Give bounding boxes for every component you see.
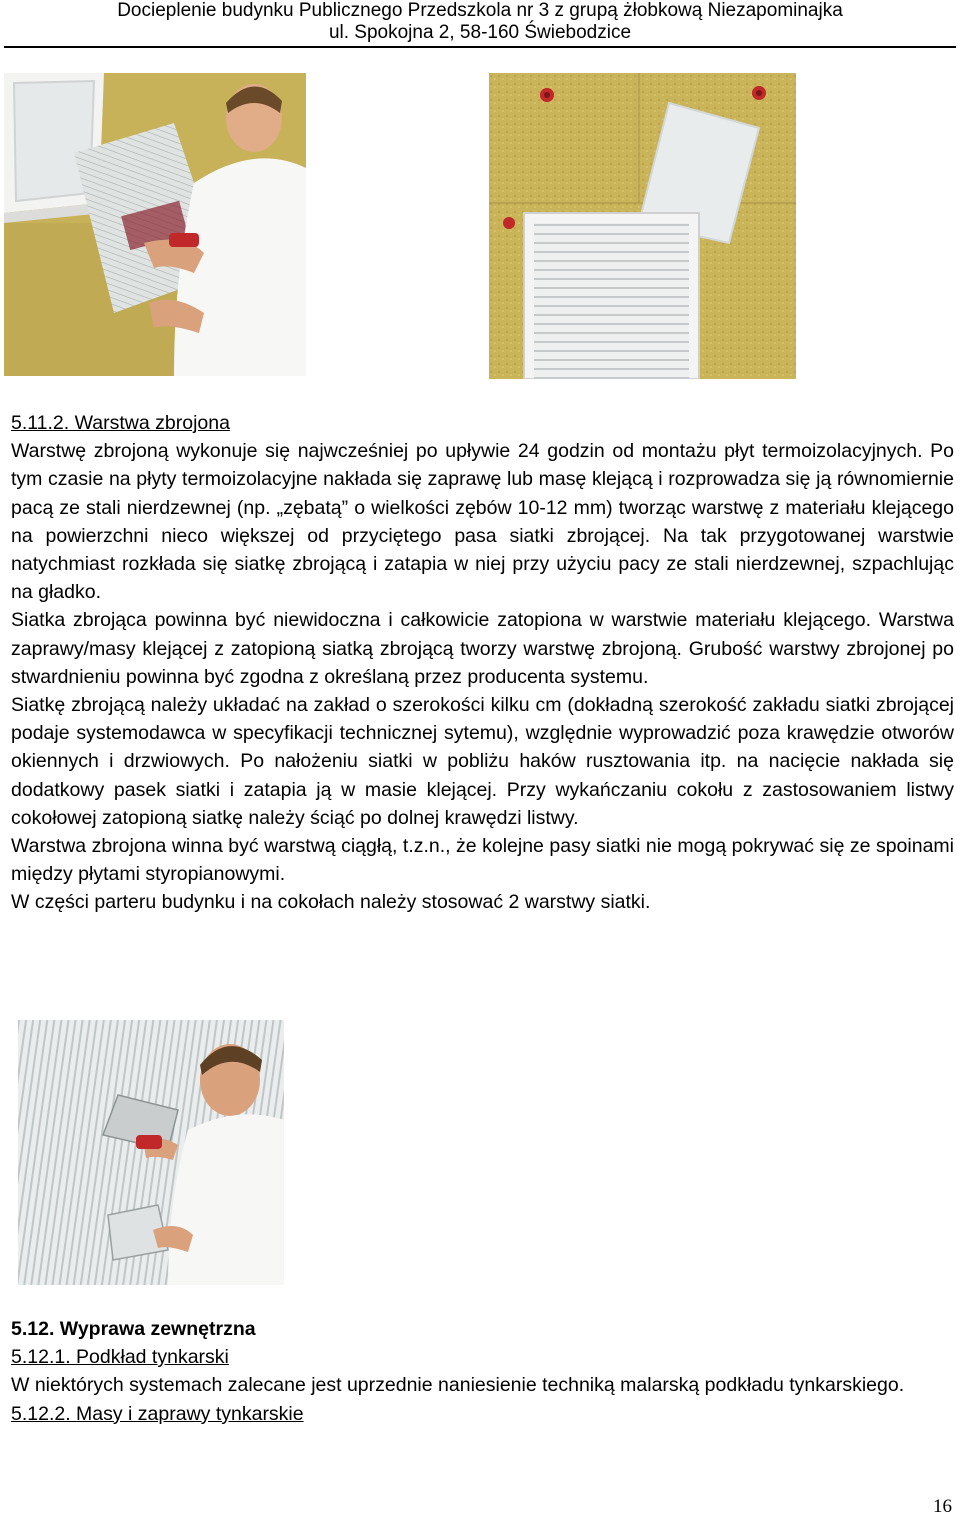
header-title: Docieplenie budynku Publicznego Przedszkola nr 3 z grupą żłobkową Niezapominajka bbox=[117, 0, 843, 21]
paragraph: Siatka zbrojąca powinna być niewidoczna i całkowicie zatopiona w warstwie materiału klejącego. Warstwa zaprawy/masy klejącej z zatopioną siatką zbrojącą tworzy warstwę zbrojoną. Grubość warstwy zbrojonej po stwardnieniu powinna być zgodna z określaną przez producenta systemu. bbox=[11, 609, 954, 688]
header-rule bbox=[4, 46, 956, 48]
paragraph: Warstwa zbrojona winna być warstwą ciągłą, t.z.n., że kolejne pasy siatki nie mogą pokrywać się ze spoinami między płytami styropianowymi. bbox=[11, 835, 954, 886]
header-address: ul. Spokojna 2, 58-160 Świebodzice bbox=[328, 22, 632, 43]
paragraph: Siatkę zbrojącą należy układać na zakład o szerokości kilku cm (dokładną szerokość zakładu siatki zbrojącej podaje systemodawca w specyfikacji technicznej sytemu), względnie wyprowadzić poza krawędzie otworów okiennych i drzwiowych. Po nałożeniu siatki w pobliżu haków rusztowania itp. na nacięcie nakłada się dodatkowy pasek siatki i zatapia ją w masie klejącej. Przy wykańczaniu cokołu z zastosowaniem listwy cokołowej zatopioną siatkę należy ściąć po dolnej krawędzi listwy. bbox=[11, 694, 954, 829]
section-heading-5-12: 5.12. Wyprawa zewnętrzna bbox=[11, 1318, 256, 1340]
subsection-heading-5-12-1: 5.12.1. Podkład tynkarski bbox=[11, 1346, 229, 1369]
paragraph: W niektórych systemach zalecane jest uprzednie naniesienie techniką malarską podkładu tynkarskiego. bbox=[11, 1374, 905, 1397]
photo-mesh-near-window bbox=[4, 73, 306, 376]
photo-worker-trowel bbox=[18, 1020, 284, 1285]
photo-mesh-patch-above-window bbox=[489, 73, 796, 379]
paragraph: Warstwę zbrojoną wykonuje się najwcześniej po upływie 24 godzin od montażu płyt termoizolacyjnych. Po tym czasie na płyty termoizolacyjne nakłada się zaprawę lub masę klejącą i rozprowadza się ją równomiernie pacą ze stali nierdzewnej (np. „zębatą” o wielkości zębów 10-12 mm) tworząc warstwę z materiału klejącego na powierzchni nieco większej od przyciętego pasa siatki zbrojącej. Na tak przygotowanej warstwie natychmiast rozkłada się siatkę zbrojącą i zatapia w niej przy użyciu pacy ze stali nierdzewnej, szpachlując na gładko. bbox=[11, 440, 954, 604]
section-5-11-2 bbox=[11, 409, 954, 917]
paragraph: W części parteru budynku i na cokołach należy stosować 2 warstwy siatki. bbox=[11, 891, 651, 914]
page-number: 16 bbox=[933, 1496, 952, 1517]
subsection-heading-5-12-2: 5.12.2. Masy i zaprawy tynkarskie bbox=[11, 1402, 304, 1425]
section-5-12 bbox=[11, 1315, 954, 1428]
section-heading-5-11-2: 5.11.2. Warstwa zbrojona bbox=[11, 412, 230, 434]
